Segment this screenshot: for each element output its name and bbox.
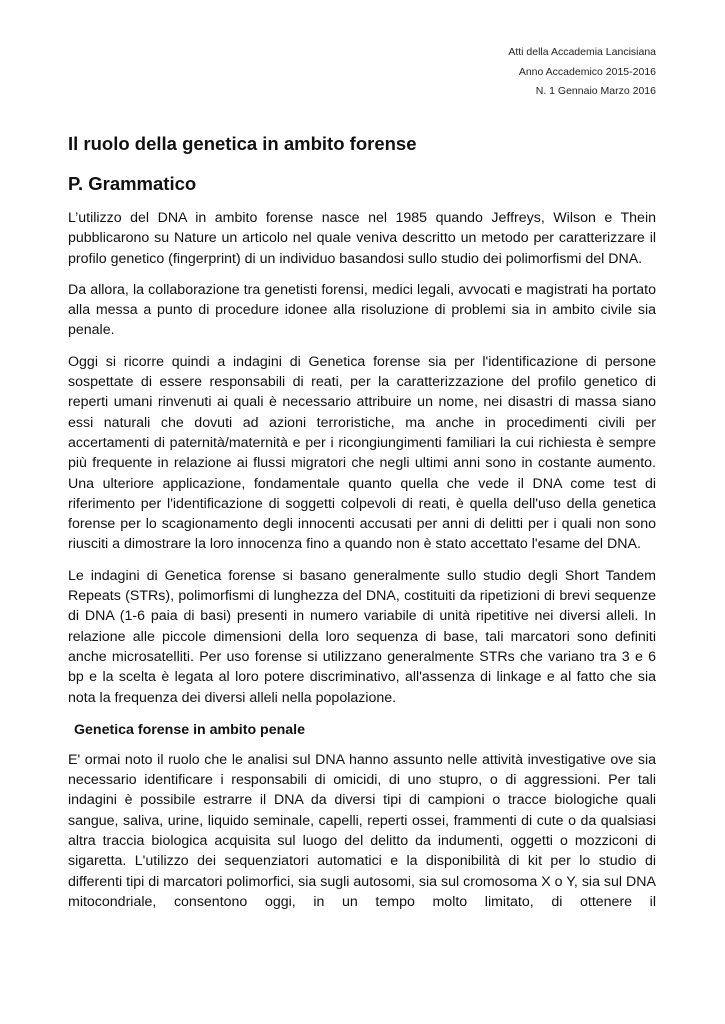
paragraph: E' ormai noto il ruolo che le analisi sul DNA hanno assunto nelle attività investigative ove sia necessario identificare i responsabili di omicidi, di uno stupro, o di aggressioni. Per tali indagini è possibile estrarre il DNA da diversi tipi di campioni o tracce biologiche quali sangue, saliva, urine, liquido seminale, capelli, reperti ossei, frammenti di cute o da qualsiasi altra traccia biologica acquisita sul luogo del delitto da indumenti, oggetti o mozziconi di sigaretta. L'utilizzo dei sequenziatori automatici e la disponibilità di kit per lo studio di differenti tipi di marcatori polimorfici, sia sugli autosomi, sia sul cromosoma X o Y, sia sul DNA mitocondriale, consentono oggi, in un tempo molto limitato, di ottenere il xyxy=(68,751,656,910)
journal-header xyxy=(336,43,656,102)
article-body xyxy=(68,130,656,912)
paragraph: Le indagini di Genetica forense si basano generalmente sullo studio degli Short Tandem Repeats (STRs), polimorfismi di lunghezza del DNA, costituiti da ripetizioni di brevi sequenze di DNA (1-6 paia di basi) presenti in numero variabile di unità ripetitive nei diversi alleli. In relazione alle piccole dimensioni della loro sequenza di base, tali marcatori sono definiti anche microsatelliti. Per uso forense si utilizzano generalmente STRs che variano tra 3 e 6 bp e la scelta è legata al loro potere discriminativo, all'assenza di linkage e al fatto che sia nota la frequenza dei diversi alleli nella popolazione. xyxy=(68,567,656,706)
article-author: P. Grammatico xyxy=(68,173,197,194)
journal-name: Atti della Accademia Lancisiana xyxy=(508,46,656,58)
paragraph: Oggi si ricorre quindi a indagini di Genetica forense sia per l'identificazione di persone sospettate di essere responsabili di reati, per la caratterizzazione del profilo genetico di reperti umani rinvenuti ai quali è necessario attribuire un nome, nei disastri di massa siano essi naturali che dovuti ad azioni terroristiche, ma anche in procedimenti civili per accertamenti di paternità/maternità e per i ricongiungimenti familiari la cui richiesta è sempre più frequente in relazione ai flussi migratori che negli ultimi anni sono in costante aumento. Una ulteriore applicazione, fondamentale quanto quella che vede il DNA come test di riferimento per l'identificazione di soggetti colpevoli di reati, è quella dell'uso della genetica forense per lo scagionamento degli innocenti accusati per anni di delitti per i quali non sono riusciti a dimostrare la loro innocenza fino a quando non è stato accettato l'esame del DNA. xyxy=(68,353,656,553)
section-heading: Genetica forense in ambito penale xyxy=(74,721,306,738)
paragraph: Da allora, la collaborazione tra genetisti forensi, medici legali, avvocati e magistrati ha portato alla messa a punto di procedure idonee alla risoluzione di problemi sia in ambito civile sia penale. xyxy=(68,281,656,339)
paragraph: L’utilizzo del DNA in ambito forense nasce nel 1985 quando Jeffreys, Wilson e Thein pubblicarono su Nature un articolo nel quale veniva descritto un metodo per caratterizzare il profilo genetico (fingerprint) di un individuo basandosi sullo studio dei polimorfismi del DNA. xyxy=(68,210,656,267)
article-title: Il ruolo della genetica in ambito forense xyxy=(68,133,417,154)
academic-year: Anno Accademico 2015-2016 xyxy=(518,65,656,78)
issue-number: N. 1 Gennaio Marzo 2016 xyxy=(535,85,656,97)
